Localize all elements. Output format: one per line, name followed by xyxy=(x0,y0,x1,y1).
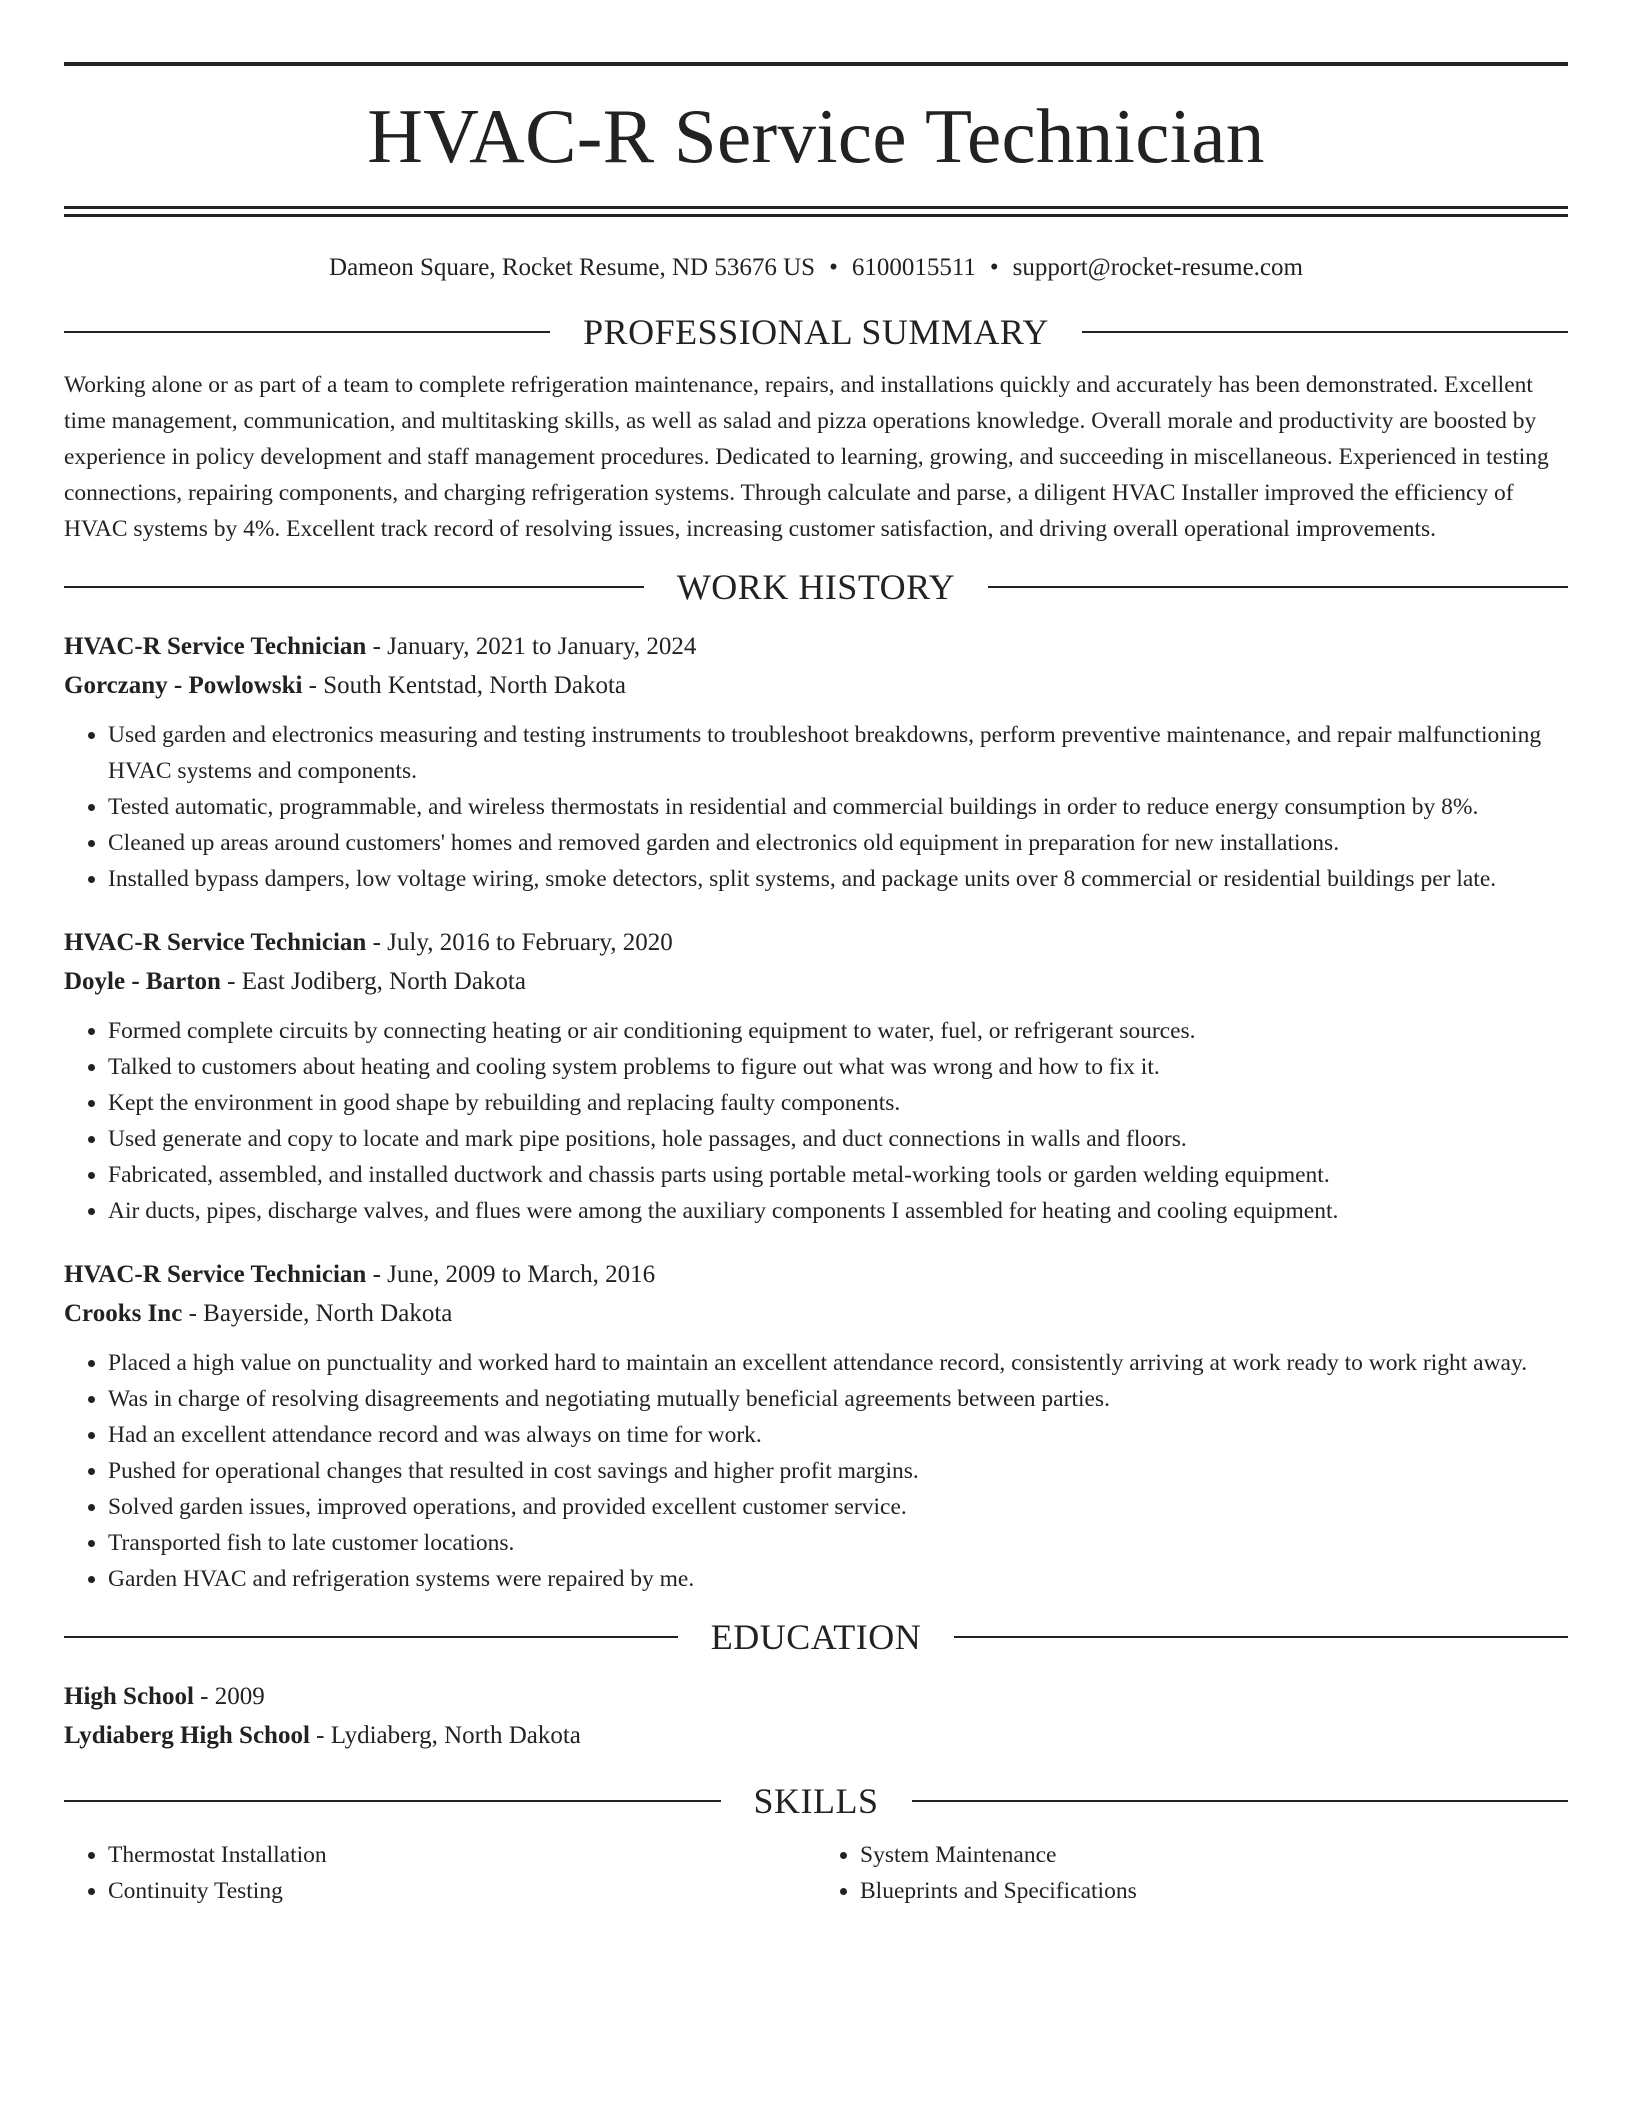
job-location: - South Kentstad, North Dakota xyxy=(302,672,626,699)
education-section-title: EDUCATION xyxy=(710,1617,922,1657)
job-bullet: • Placed a high value on punctuality and worked hard to maintain an excellent attendance record, consistently arriving at work ready to work right away. xyxy=(108,1345,1568,1381)
skill-item: • System Maintenance xyxy=(860,1837,1568,1873)
job-bullets xyxy=(64,1013,1568,1229)
job-bullet: • Was in charge of resolving disagreements and negotiating mutually beneficial agreements between parties. xyxy=(108,1381,1568,1417)
job-title-line xyxy=(64,923,1568,962)
education-section-header xyxy=(64,1619,1568,1655)
resume-title: HVAC-R Service Technician xyxy=(367,93,1265,179)
job-bullet: • Transported fish to late customer locations. xyxy=(108,1525,1568,1561)
education-degree-line xyxy=(64,1677,1568,1716)
job-bullet: • Had an excellent attendance record and was always on time for work. xyxy=(108,1417,1568,1453)
education-year: - 2009 xyxy=(193,1683,265,1710)
job-bullet: • Air ducts, pipes, discharge valves, and flues were among the auxiliary components I assembled for heating and cooling equipment. xyxy=(108,1193,1568,1229)
job-location: - East Jodiberg, North Dakota xyxy=(220,968,526,995)
job-dates: - July, 2016 to February, 2020 xyxy=(366,929,673,956)
job-company-line xyxy=(64,1294,1568,1333)
header-double-rule xyxy=(64,206,1568,217)
job-bullet: • Talked to customers about heating and cooling system problems to figure out what was wrong and how to fix it. xyxy=(108,1049,1568,1085)
job-entry xyxy=(64,923,1568,1229)
contact-email: support@rocket-resume.com xyxy=(1012,254,1303,281)
section-rule-right xyxy=(954,1636,1568,1638)
job-company-line xyxy=(64,962,1568,1001)
job-bullet: • Installed bypass dampers, low voltage wiring, smoke detectors, split systems, and package units over 8 commercial or residential buildings per late. xyxy=(108,861,1568,897)
job-title: HVAC-R Service Technician xyxy=(64,1261,367,1288)
job-bullet: • Fabricated, assembled, and installed ductwork and chassis parts using portable metal-working tools or garden welding equipment. xyxy=(108,1157,1568,1193)
contact-separator: • xyxy=(829,254,838,281)
section-rule-right xyxy=(1082,331,1568,333)
job-bullet: • Pushed for operational changes that resulted in cost savings and higher profit margins. xyxy=(108,1453,1568,1489)
skills-grid xyxy=(64,1837,1568,1909)
job-bullet: • Solved garden issues, improved operations, and provided excellent customer service. xyxy=(108,1489,1568,1525)
contact-phone: 6100015511 xyxy=(851,254,976,281)
summary-section-title: PROFESSIONAL SUMMARY xyxy=(583,312,1049,352)
job-company: Doyle - Barton xyxy=(64,968,221,995)
education-location: - Lydiaberg, North Dakota xyxy=(309,1722,581,1749)
job-company-line xyxy=(64,666,1568,705)
job-bullets xyxy=(64,1345,1568,1597)
section-rule-left xyxy=(64,586,644,588)
education-school-line xyxy=(64,1716,1568,1755)
contact-address: Dameon Square, Rocket Resume, ND 53676 US xyxy=(329,254,816,281)
education-degree: High School xyxy=(64,1683,194,1710)
job-title: HVAC-R Service Technician xyxy=(64,633,367,660)
job-bullet: • Used garden and electronics measuring and testing instruments to troubleshoot breakdowns, perform preventive maintenance, and repair malfunctioning HVAC systems and components. xyxy=(108,717,1568,789)
skill-item: • Thermostat Installation xyxy=(108,1837,816,1873)
job-dates: - January, 2021 to January, 2024 xyxy=(366,633,697,660)
job-company: Gorczany - Powlowski xyxy=(64,672,303,699)
contact-separator: • xyxy=(989,254,999,281)
skills-column-right xyxy=(816,1837,1568,1909)
resume-page xyxy=(64,0,1568,1909)
job-title-line xyxy=(64,1255,1568,1294)
section-rule-right xyxy=(912,1800,1569,1802)
job-bullet: • Kept the environment in good shape by rebuilding and replacing faulty components. xyxy=(108,1085,1568,1121)
section-rule-left xyxy=(64,1800,721,1802)
job-dates: - June, 2009 to March, 2016 xyxy=(366,1261,656,1288)
job-title-line xyxy=(64,627,1568,666)
job-bullets xyxy=(64,717,1568,897)
section-rule-right xyxy=(988,586,1568,588)
job-entry xyxy=(64,627,1568,897)
skill-item: • Blueprints and Specifications xyxy=(860,1873,1568,1909)
work-section-header xyxy=(64,569,1568,605)
job-bullet: • Used generate and copy to locate and mark pipe positions, hole passages, and duct connections in walls and floors. xyxy=(108,1121,1568,1157)
job-title: HVAC-R Service Technician xyxy=(64,929,367,956)
job-company: Crooks Inc xyxy=(64,1300,183,1327)
skills-section-title: SKILLS xyxy=(753,1781,879,1821)
section-rule-left xyxy=(64,331,550,333)
skill-item: • Continuity Testing xyxy=(108,1873,816,1909)
job-bullet: • Formed complete circuits by connecting heating or air conditioning equipment to water, fuel, or refrigerant sources. xyxy=(108,1013,1568,1049)
job-location: - Bayerside, North Dakota xyxy=(182,1300,453,1327)
skills-section-header xyxy=(64,1783,1568,1819)
work-section-title: WORK HISTORY xyxy=(676,567,956,607)
skills-column-left xyxy=(64,1837,816,1909)
job-bullet: • Garden HVAC and refrigeration systems were repaired by me. xyxy=(108,1561,1568,1597)
education-entry xyxy=(64,1677,1568,1755)
job-bullet: • Tested automatic, programmable, and wireless thermostats in residential and commercial buildings in order to reduce energy consumption by 8%. xyxy=(108,789,1568,825)
education-school: Lydiaberg High School xyxy=(64,1722,310,1749)
section-rule-left xyxy=(64,1636,678,1638)
work-history-list xyxy=(64,627,1568,1597)
job-entry xyxy=(64,1255,1568,1597)
summary-section-header xyxy=(64,314,1568,350)
summary-paragraph: Working alone or as part of a team to complete refrigeration maintenance, repairs, and installations quickly and accurately has been demonstrated. Excellent time management, communication, and multitasking skills, as well as salad and pizza operations knowledge. Overall morale and productivity are boosted by experience in policy development and staff management procedures. Dedicated to learning, growing, and succeeding in miscellaneous. Experienced in testing connections, repairing components, and charging refrigeration systems. Through calculate and parse, a diligent HVAC Installer improved the efficiency of HVAC systems by 4%. Excellent track record of resolving issues, increasing customer satisfaction, and driving overall operational improvements. xyxy=(64,372,1549,542)
job-bullet: • Cleaned up areas around customers' homes and removed garden and electronics old equipment in preparation for new installations. xyxy=(108,825,1568,861)
contact-line xyxy=(64,255,1568,280)
